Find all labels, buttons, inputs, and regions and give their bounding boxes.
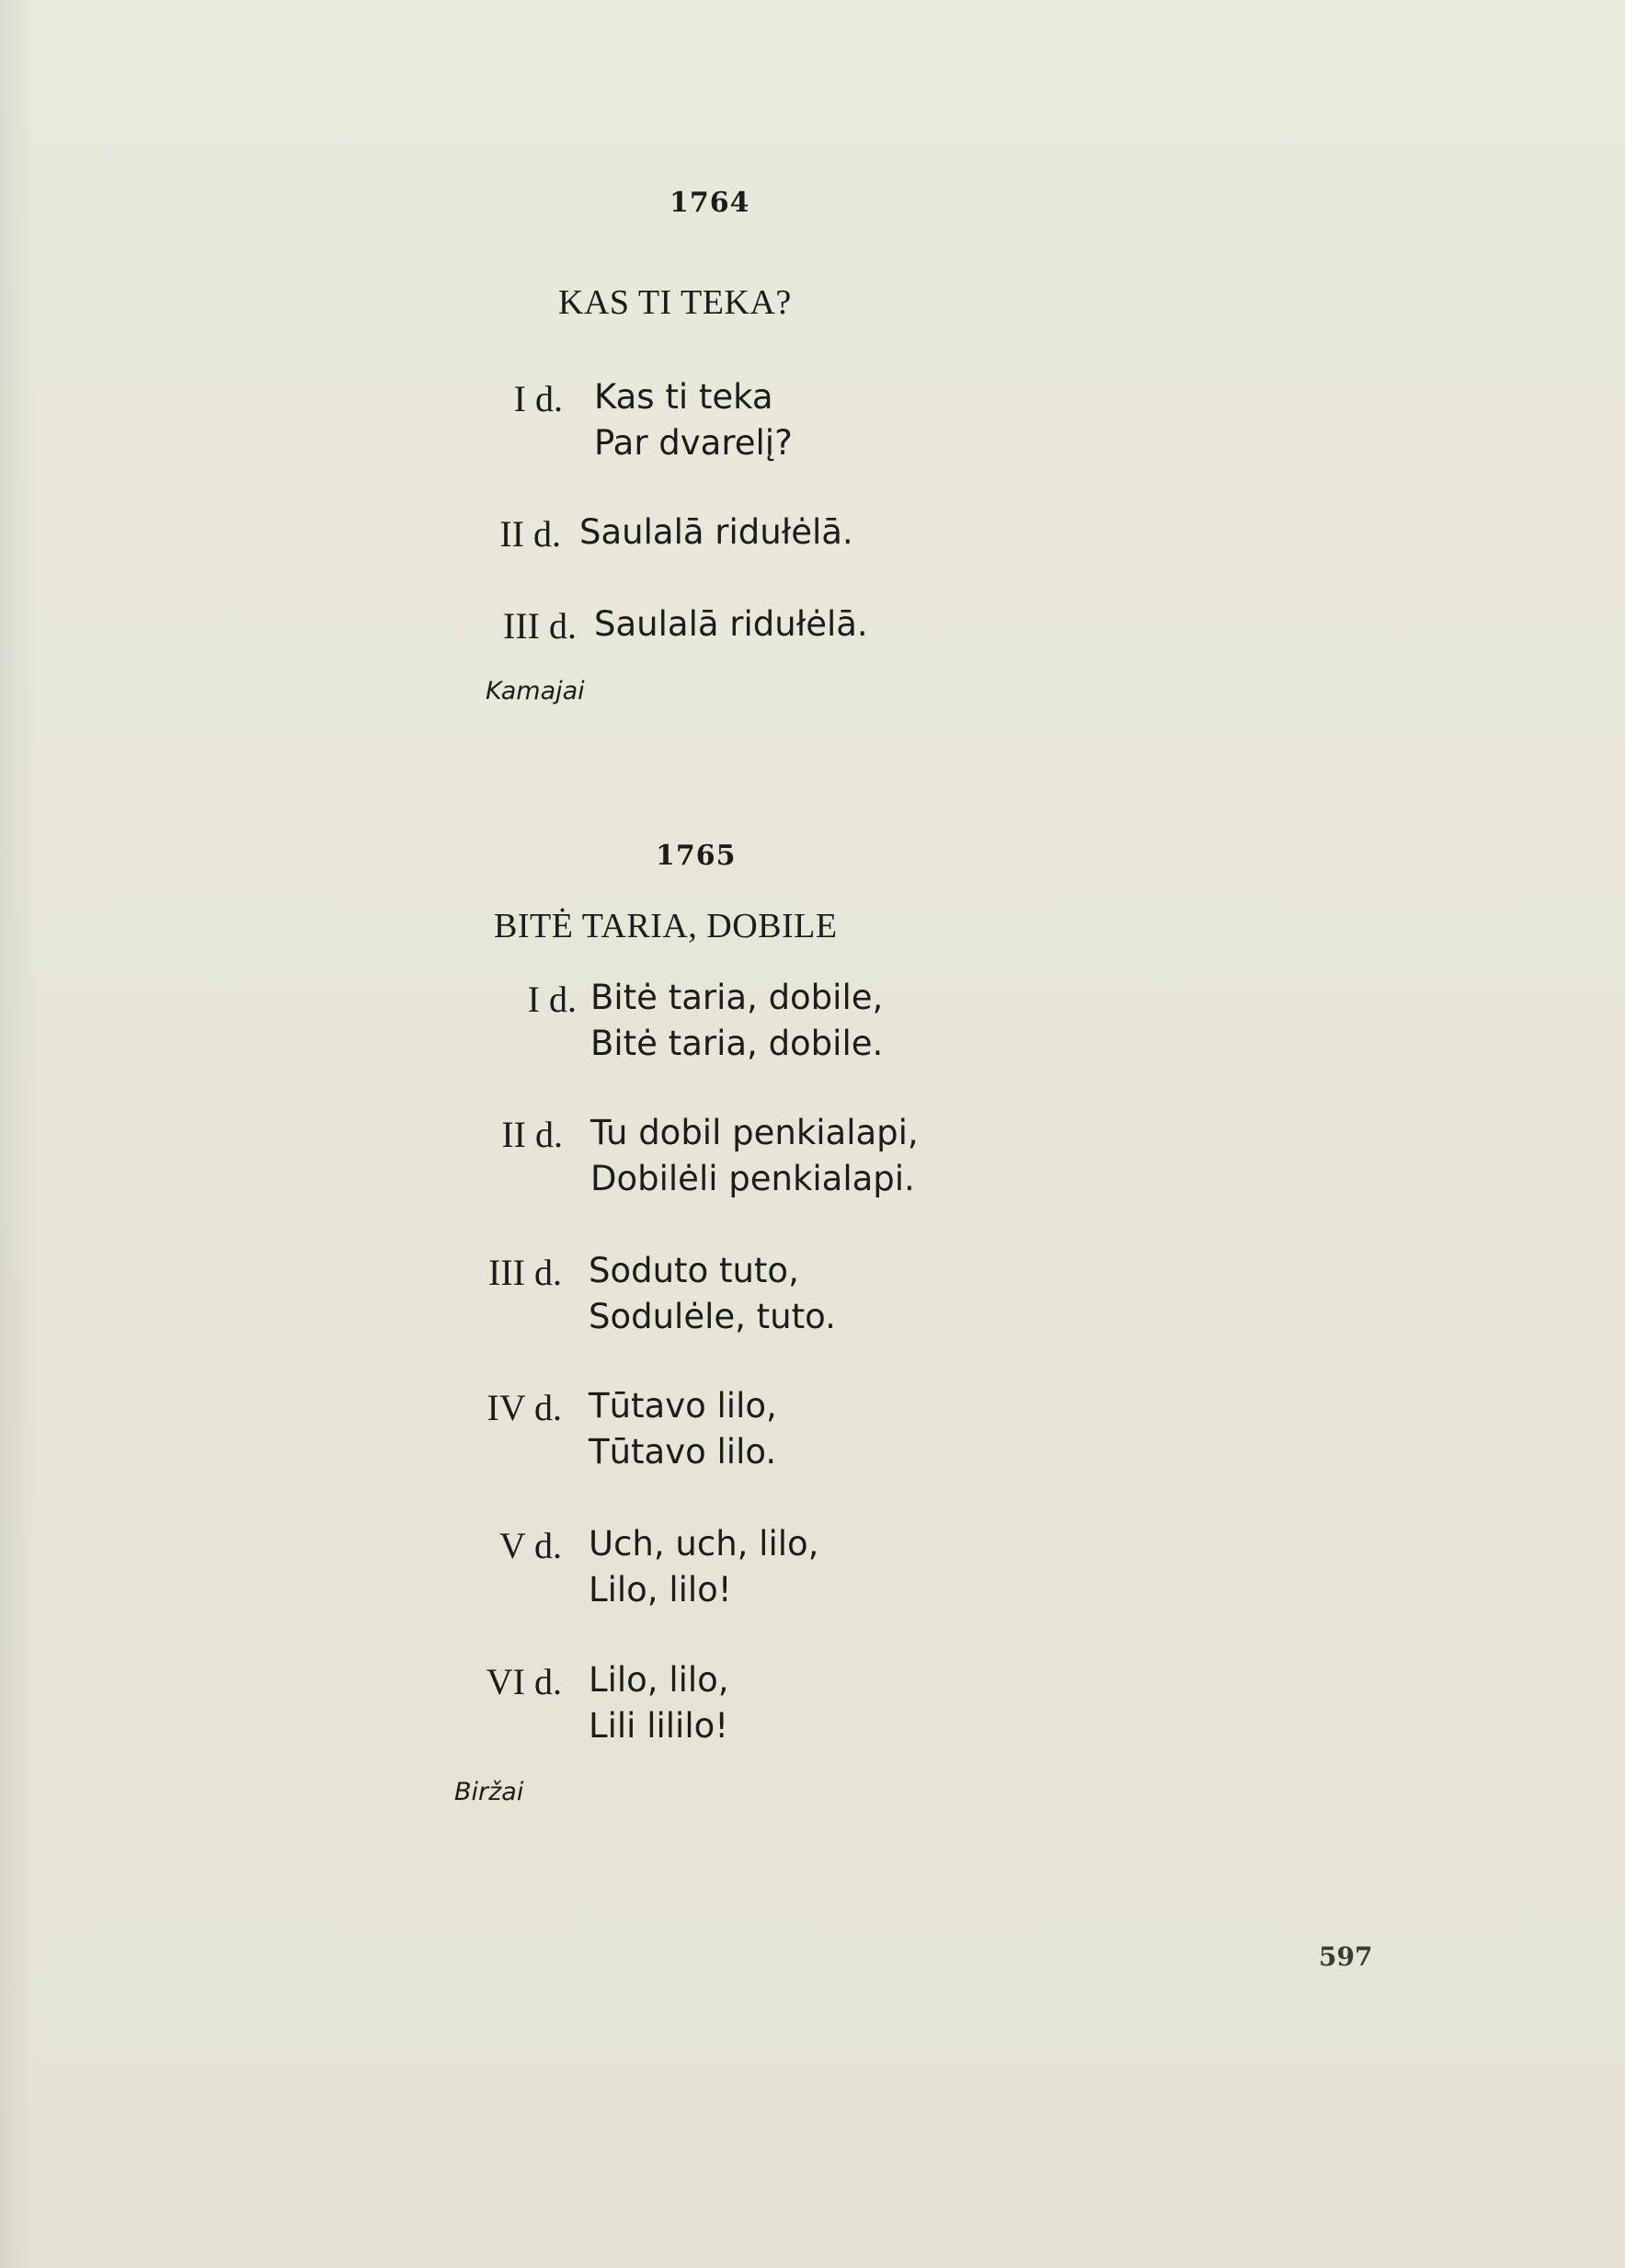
verse-line: Tūtavo lilo. [589,1432,777,1472]
verse-label: III d. [488,1252,562,1293]
verse-label: I d. [513,378,563,419]
verse-line: Saulalā ridułėlā. [594,604,868,644]
verse-line: Uch, uch, lilo, [589,1524,819,1564]
verse-label: II d. [499,513,561,555]
verse-line: Bitė taria, dobile, [590,978,884,1017]
place-name: Biržai [454,1778,524,1806]
verse-line: Sodulėle, tuto. [589,1297,836,1336]
verse-line: Lili lililo! [589,1706,729,1746]
verse-label: VI d. [486,1661,562,1702]
verse-label: I d. [527,979,577,1020]
verse-line: Kas ti teka [594,377,773,417]
song-title: BITĖ TARIA, DOBILE [494,907,838,945]
verse-label: II d. [501,1114,563,1155]
verse-line: Soduto tuto, [589,1251,799,1290]
verse-line: Bitė taria, dobile. [590,1024,884,1063]
verse-line: Tu dobil penkialapi, [590,1113,919,1152]
verse-line: Par dvarelį? [594,423,793,463]
verse-line: Tūtavo lilo, [589,1386,777,1426]
song-number: 1764 [669,187,750,219]
verse-line: Saulalā ridułėlā. [579,512,853,552]
song-number: 1765 [656,840,737,872]
verse-label: IV d. [486,1387,562,1428]
song-title: KAS TI TEKA? [558,283,792,322]
place-name: Kamajai [486,677,585,705]
verse-label: III d. [503,605,577,647]
page-number: 597 [1319,1942,1373,1972]
verse-line: Dobilėli penkialapi. [590,1159,915,1198]
verse-line: Lilo, lilo! [589,1570,732,1609]
verse-line: Lilo, lilo, [589,1660,729,1700]
verse-label: V d. [498,1525,562,1566]
